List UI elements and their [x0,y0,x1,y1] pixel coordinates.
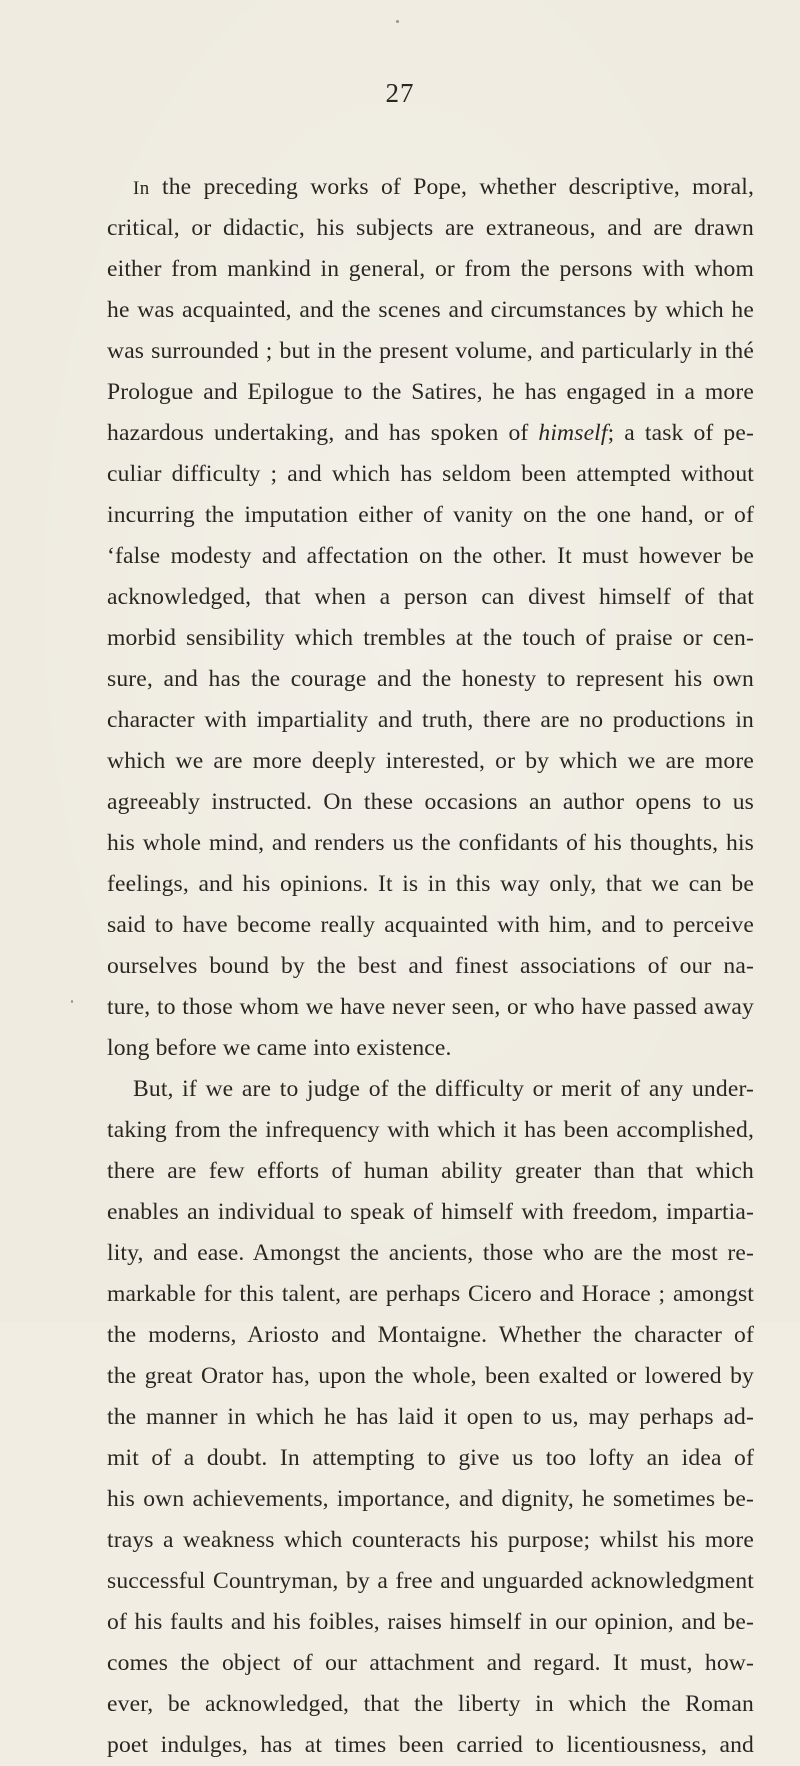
text-line: either from mankind in general, or from the persons with whom [107,256,754,282]
paragraph-1 [107,167,754,1069]
body-text [107,167,754,1766]
text-line: sure, and has the courage and the honesty to represent his own [107,666,754,692]
text-line: culiar difficulty ; and which has seldom been attempted without [107,461,754,487]
text-line [107,167,754,208]
text-line: long before we came into existence. [107,1035,452,1061]
text-line: successful Countryman, by a free and unguarded acknowledgment [107,1568,754,1594]
text-line: the manner in which he has laid it open to us, may perhaps ad- [107,1404,754,1430]
paper-speck [396,20,399,23]
text-line: his own achievements, importance, and dignity, he sometimes be- [107,1486,754,1512]
line-text: the preceding works of Pope, whether descriptive, moral, [149,174,754,200]
text-line: the great Orator has, upon the whole, been exalted or lowered by [107,1363,754,1389]
small-caps-lead: In [133,178,150,199]
text-line: ourselves bound by the best and finest associations of our na- [107,953,754,979]
text-line: his whole mind, and renders us the confidants of his thoughts, his [107,830,754,856]
text-line: acknowledged, that when a person can divest himself of that [107,584,754,610]
text-line: said to have become really acquainted with him, and to perceive [107,912,754,938]
text-line: incurring the imputation either of vanity on the one hand, or of [107,502,754,528]
text-line: ture, to those whom we have never seen, or who have passed away [107,994,754,1020]
paragraph-2 [107,1069,754,1766]
text-line: of his faults and his foibles, raises himself in our opinion, and be- [107,1609,754,1635]
text-line: Prologue and Epilogue to the Satires, he has engaged in a more [107,379,754,405]
line-text: hazardous undertaking, and has spoken of [107,420,539,446]
text-line: critical, or didactic, his subjects are extraneous, and are drawn [107,215,754,241]
text-line: the moderns, Ariosto and Montaigne. Whether the character of [107,1322,754,1348]
text-line: which we are more deeply interested, or by which we are more [107,748,754,774]
text-line: poet indulges, has at times been carried to licentiousness, and [107,1732,754,1758]
text-line: taking from the infrequency with which it has been accomplished, [107,1117,754,1143]
text-line: comes the object of our attachment and regard. It must, how- [107,1650,754,1676]
text-line: agreeably instructed. On these occasions an author opens to us [107,789,754,815]
text-line: trays a weakness which counteracts his purpose; whilst his more [107,1527,754,1553]
text-line: character with impartiality and truth, there are no productions in [107,707,754,733]
text-line: feelings, and his opinions. It is in this way only, that we can be [107,871,754,897]
text-line: ever, be acknowledged, that the liberty in which the Roman [107,1691,754,1717]
text-line: lity, and ease. Amongst the ancients, those who are the most re- [107,1240,754,1266]
page-number: 27 [385,78,415,108]
text-line: was surrounded ; but in the present volume, and particularly in thé [107,338,754,364]
text-line: he was acquainted, and the scenes and circumstances by which he [107,297,754,323]
italic-word: himself [538,420,608,446]
line-text: ; a task of pe- [607,420,754,446]
text-line: morbid sensibility which trembles at the touch of praise or cen- [107,625,754,651]
text-line: ‘false modesty and affectation on the other. It must however be [107,543,754,569]
text-line [107,413,754,454]
text-line: mit of a doubt. In attempting to give us too lofty an idea of [107,1445,754,1471]
text-line: markable for this talent, are perhaps Cicero and Horace ; amongst [107,1281,754,1307]
paper-speck [71,1000,73,1003]
text-line: there are few efforts of human ability greater than that which [107,1158,754,1184]
text-line: enables an individual to speak of himself with freedom, impartia- [107,1199,754,1225]
text-line: But, if we are to judge of the difficulty or merit of any under- [133,1076,754,1102]
